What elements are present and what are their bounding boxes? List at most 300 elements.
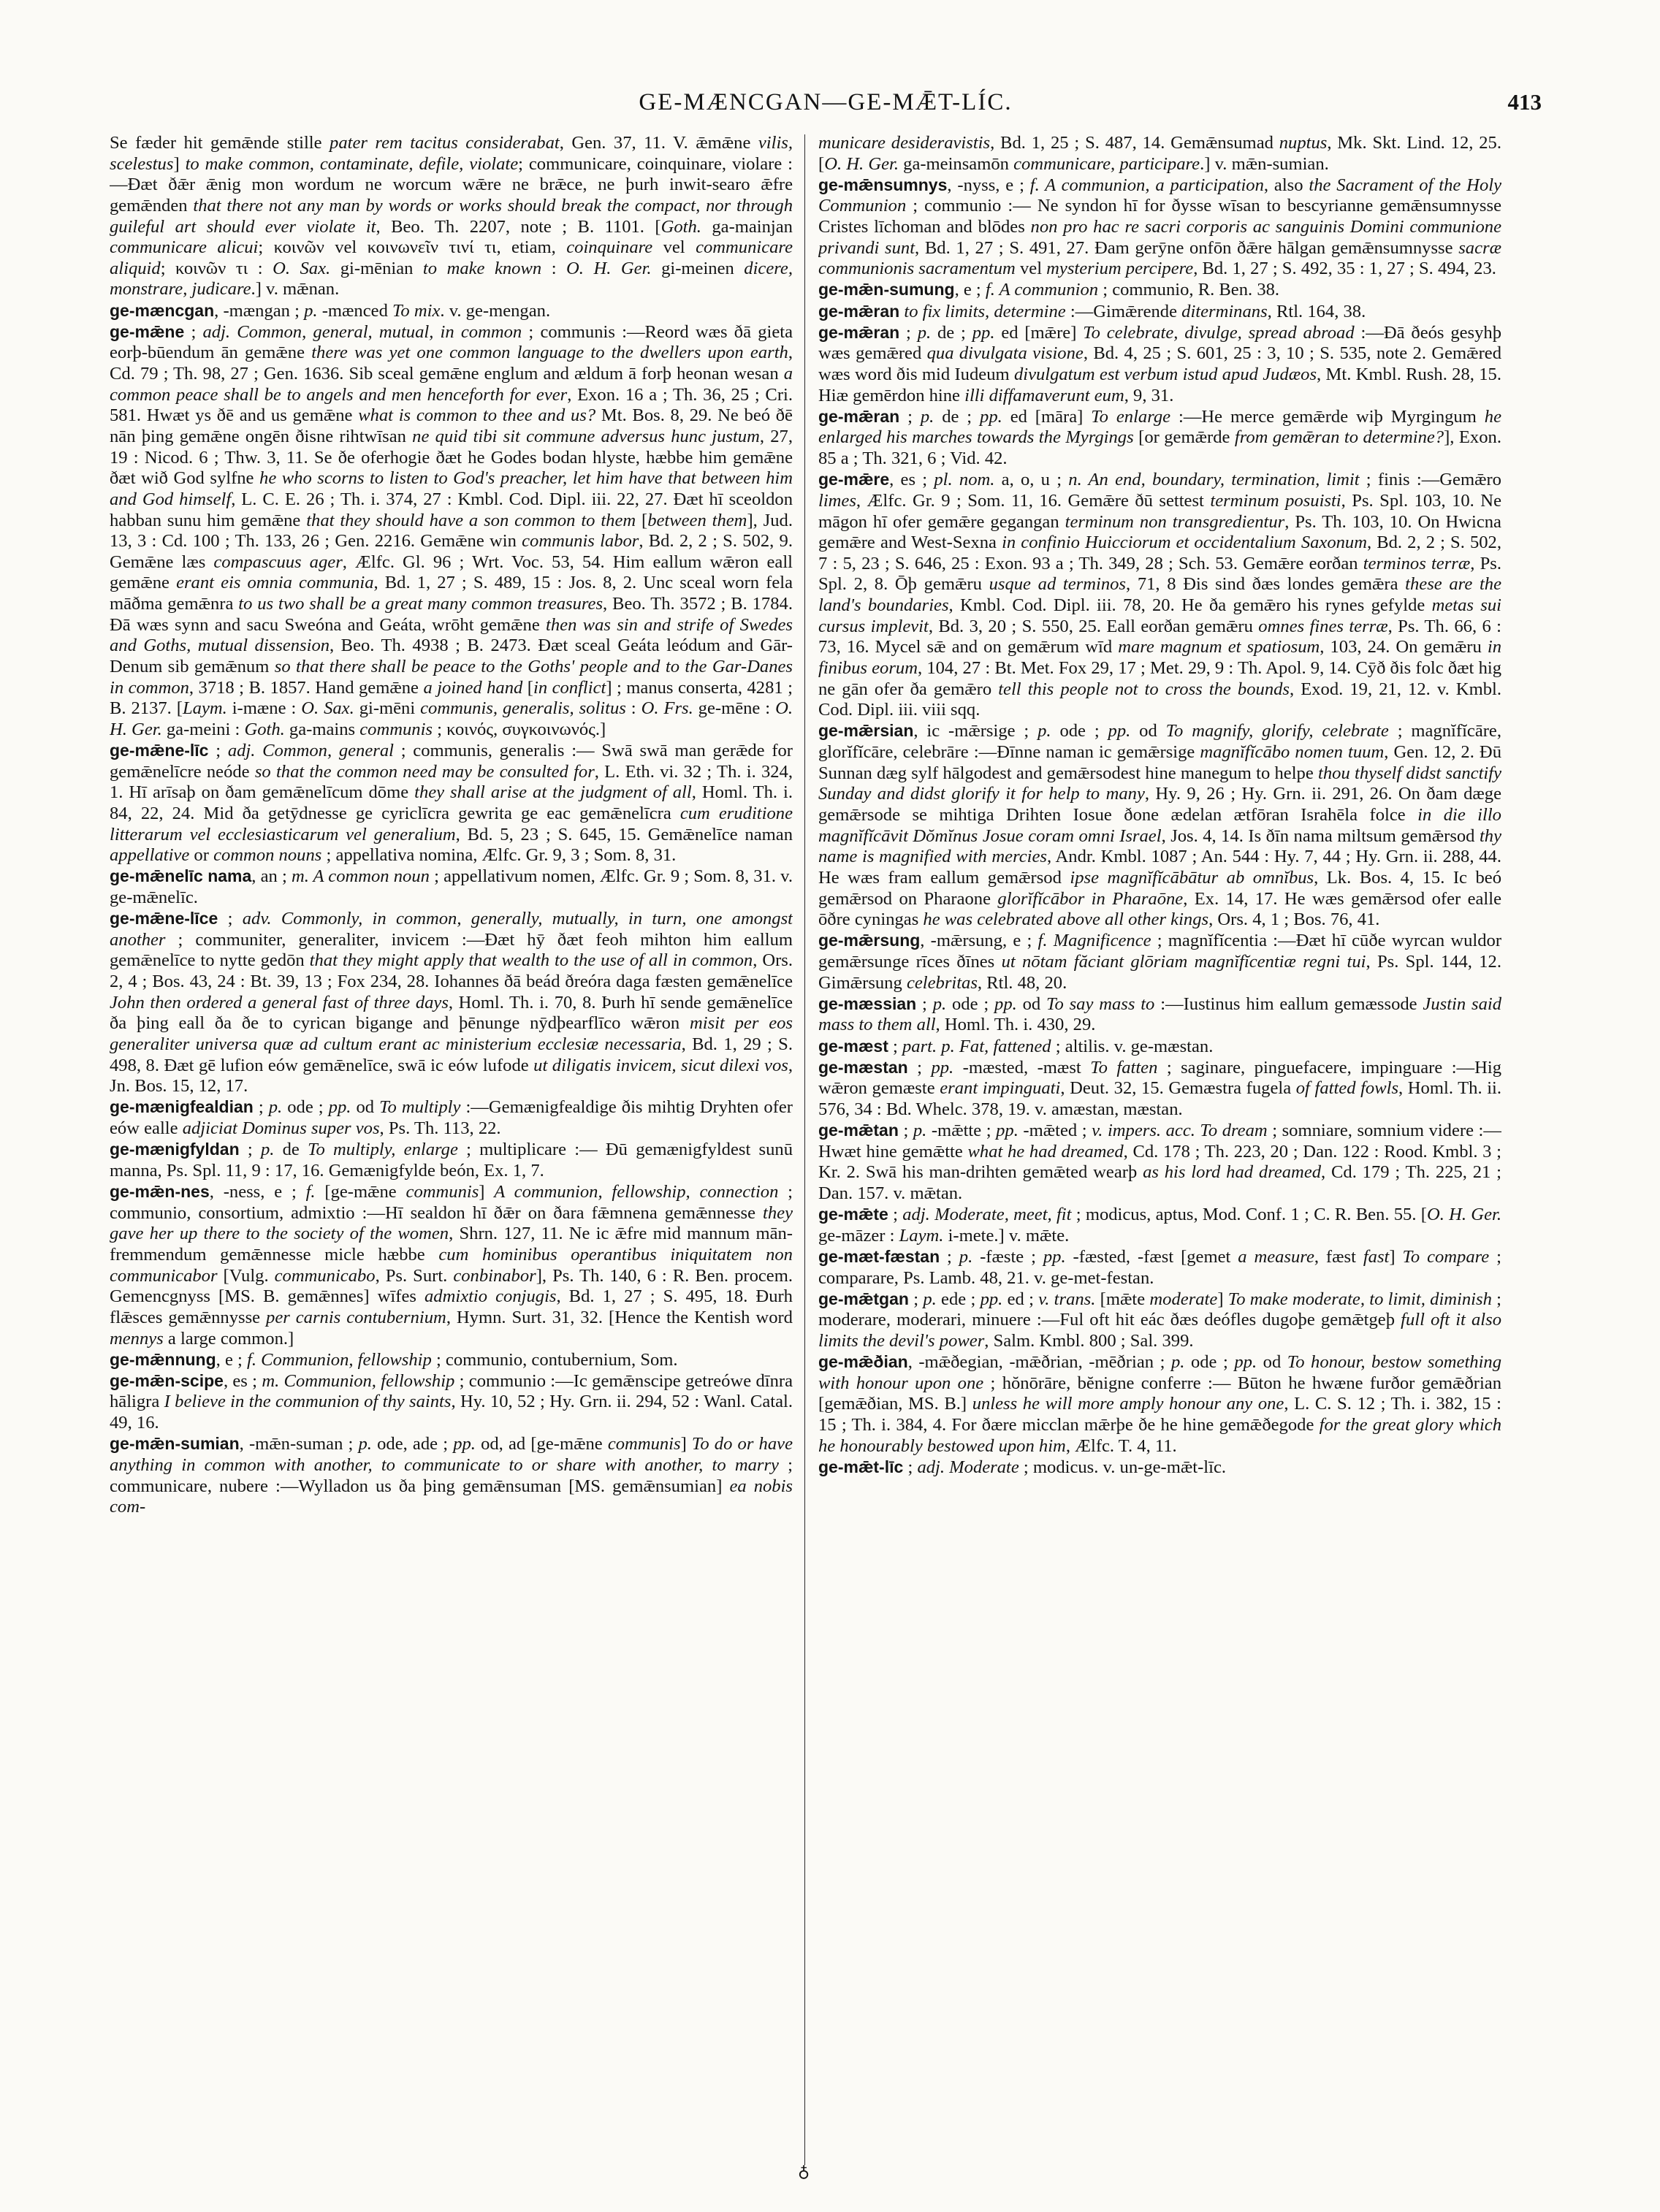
headword: ge-mǣran bbox=[818, 301, 900, 321]
dictionary-entry bbox=[818, 302, 1501, 323]
dictionary-entry bbox=[818, 1058, 1501, 1121]
italic-text: pp. bbox=[972, 322, 995, 343]
entry-text: ; communio, consortium, admixtio :—Hī sealdon hī ðǣr on ðara fǣmnena gemǣnnesse bbox=[110, 1182, 793, 1223]
column-rule-ornament: ♁ bbox=[798, 2162, 810, 2181]
entry-text: :—Ðā ðeós gesyhþ wæs gemǣred bbox=[818, 322, 1501, 364]
italic-text: fast bbox=[1363, 1246, 1390, 1267]
right-column bbox=[818, 133, 1501, 2171]
italic-text: cum hominibus operantibus iniquitatem non communicabor bbox=[110, 1244, 793, 1286]
entry-text: , 104, 27 : Bt. Met. Fox 29, 17 ; Met. 29, 9 : Th. Apol. 9, 14. Cȳð ðis folc ðæt hig ne gān ofer ða gemǣro bbox=[818, 658, 1501, 699]
entry-text: ga-meini : bbox=[161, 719, 245, 739]
dictionary-entry bbox=[110, 1097, 793, 1139]
italic-text: f. A communion, a participation bbox=[1029, 175, 1264, 195]
italic-text: between them bbox=[647, 510, 747, 530]
italic-text: p. bbox=[932, 994, 947, 1014]
entry-text: ; bbox=[899, 322, 918, 343]
italic-text: moderate bbox=[1149, 1289, 1218, 1309]
italic-text: misit per eos generaliter universa quæ ad cultum erant ac ministerium ecclesiæ necessaria bbox=[110, 1013, 793, 1055]
italic-text: nuptus bbox=[1279, 133, 1328, 153]
entry-text: Mt. Bos. 8, 29. Ne beó ðē nān þing gemǣne ongēn ðisne rihtwīsan bbox=[110, 405, 793, 446]
entry-text: ] bbox=[1217, 1289, 1228, 1309]
italic-text: To make moderate, to limit, diminish bbox=[1227, 1289, 1492, 1309]
entry-text: ; κοινῶν τι : bbox=[160, 258, 273, 278]
entry-text: , Salm. Kmbl. 800 ; Sal. 399. bbox=[984, 1331, 1194, 1351]
entry-text: , Ps. Spl. 2, 8. Ōþ gemǣru bbox=[818, 553, 1501, 595]
entry-text: ] bbox=[173, 153, 186, 174]
dictionary-entry bbox=[110, 741, 793, 866]
italic-text: f. A communion bbox=[985, 280, 1099, 300]
italic-text: as his lord had dreamed bbox=[1143, 1162, 1322, 1183]
entry-text: ] ; manus conserta, 4281 ; B. 2137. [ bbox=[110, 677, 793, 719]
headword: ge-mǣðian bbox=[818, 1352, 908, 1372]
entry-text: od, ad [ge-mǣne bbox=[475, 1434, 608, 1454]
italic-text: To celebrate, divulge, spread abroad bbox=[1083, 322, 1355, 343]
entry-text: ; communicare, coinquinare, violare :—Ðæt ðǣr ǣnig mon wordum ne worcum wǣre ne brǣce, ne þurh inwit-searo ǣfre gemǣnden bbox=[110, 153, 793, 216]
entry-text: gi-meinen bbox=[651, 258, 745, 278]
headword: ge-mǣran bbox=[818, 322, 900, 342]
entry-text: -fæsted, -fæst [gemet bbox=[1065, 1246, 1238, 1267]
italic-text: p. bbox=[260, 1140, 275, 1160]
entry-text: , Mk. Skt. Lind. 12, 25. [ bbox=[818, 133, 1501, 174]
entry-text: ; comparare, Ps. Lamb. 48, 21. v. ge-met-festan. bbox=[818, 1246, 1501, 1288]
italic-text: omnes fines terræ bbox=[1258, 616, 1388, 636]
italic-text: so that the common need may be consulted for bbox=[254, 761, 595, 782]
entry-text: , -mængan ; bbox=[214, 300, 305, 321]
entry-text: de ; bbox=[934, 406, 981, 427]
entry-text: , Exod. 19, 21, 12. v. Kmbl. Cod. Dipl. iii. viii sqq. bbox=[818, 679, 1501, 720]
italic-text: p. bbox=[1038, 721, 1051, 741]
italic-text: adj. Moderate, meet, fit bbox=[902, 1205, 1072, 1225]
italic-text: pp. bbox=[996, 1121, 1019, 1141]
entry-text: , Hy. 10, 52 ; Hy. Grn. ii. 294, 52 : Wanl. Catal. 49, 16. bbox=[110, 1392, 793, 1433]
entry-text: ; bbox=[940, 1246, 959, 1267]
headword: ge-mæt-fæstan bbox=[818, 1246, 940, 1266]
entry-text: , Mt. Kmbl. Rush. 28, 15. Hiæ gemērdon hine bbox=[818, 365, 1501, 405]
italic-text: pp. bbox=[453, 1434, 476, 1454]
italic-text: in die illo magnĭfĭcāvit Dŏmĭnus Josue coram omni Israel bbox=[818, 805, 1501, 846]
headword: ge-mǣn-sumian bbox=[110, 1434, 240, 1454]
italic-text: To enlarge bbox=[1091, 406, 1171, 427]
entry-text: ; somniare, somnium videre :—Hwæt hine gemǣtte bbox=[818, 1121, 1501, 1162]
entry-text: , Ps. Th. 113, 22. bbox=[379, 1118, 501, 1139]
entry-text: ode, ade ; bbox=[371, 1434, 454, 1454]
dictionary-entry bbox=[110, 301, 793, 322]
entry-text: [or gemǣrde bbox=[1133, 427, 1235, 448]
entry-text: ; communio, R. Ben. 38. bbox=[1098, 280, 1280, 300]
italic-text: divulgatum est verbum istud apud Judæos bbox=[1013, 365, 1317, 385]
entry-text: i-mæne : bbox=[226, 698, 302, 719]
page-number: 413 bbox=[1507, 89, 1542, 115]
entry-text: , Homl. Th. i. 84, 22, 24. Mid ða getȳdnesse ge cyriclīcra gewrita ge eac gemǣnelīcra bbox=[110, 782, 793, 823]
entry-text: , Beo. Th. 4938 ; B. 2473. Ðæt sceal Geáta leódum and Gār-Denum sib gemǣnum bbox=[110, 636, 793, 677]
entry-text: vel bbox=[1015, 259, 1047, 279]
entry-text: , 27, 19 : Nicod. 6 ; Thw. 3, 11. Se ðe oferhogie ðæt he Godes bodan hlyste, hæbbe him gemǣne ðæt wið God sylfne bbox=[110, 426, 793, 489]
italic-text: To do or have anything in common with another, to communicate to or share with another, to marry bbox=[110, 1434, 793, 1475]
entry-text: :—Gimǣrende bbox=[1065, 301, 1182, 321]
italic-text: To compare bbox=[1402, 1246, 1490, 1267]
entry-text: , es ; bbox=[889, 470, 934, 490]
entry-text: vel bbox=[652, 237, 696, 258]
entry-text: ga-mainjan bbox=[701, 216, 793, 237]
entry-text: , 3718 ; B. 1857. Hand gemǣne bbox=[189, 677, 424, 698]
entry-text: , Bd. 1, 25 ; S. 487, 14. Gemǣnsumad bbox=[990, 133, 1279, 153]
entry-text: ; communis :—Reord wæs ðā gieta eorþ-būendum ān gemǣne bbox=[110, 321, 793, 363]
entry-text: , Rtl. 164, 38. bbox=[1267, 301, 1366, 321]
italic-text: these are the land's boundaries bbox=[818, 574, 1501, 616]
entry-text: ode ; bbox=[946, 994, 995, 1014]
italic-text: pp. bbox=[328, 1097, 351, 1118]
italic-text: O. H. Ger. bbox=[824, 153, 899, 174]
italic-text: Justin said mass to them all bbox=[818, 994, 1501, 1035]
entry-text: , -nyss, e ; bbox=[947, 175, 1030, 195]
entry-text: , L. Eth. vi. 32 ; Th. i. 324, 1. Hī arīsaþ on ðam gemǣnelīcum dōme bbox=[110, 761, 793, 803]
entry-text: , Homl. Th. i. 430, 29. bbox=[935, 1015, 1096, 1035]
entry-text: [ bbox=[636, 510, 648, 530]
italic-text: they gave her up there to the society of the women bbox=[110, 1202, 793, 1244]
headword: ge-mæstan bbox=[818, 1057, 908, 1077]
entry-text: , Beo. Th. 2207, note ; B. 1101. [ bbox=[376, 216, 661, 237]
italic-text: that they might apply that wealth to the use of all in common bbox=[309, 950, 753, 971]
italic-text: terminum non transgredientur bbox=[1065, 511, 1285, 532]
italic-text: O. H. Ger. bbox=[110, 698, 793, 739]
italic-text: pp. bbox=[980, 1289, 1003, 1309]
italic-text: thou thyself didst sanctify Sunday and didst glorify it for help to many bbox=[818, 763, 1501, 804]
entry-text: , Homl. Th. i. 70, 8. Þurh hī sende gemǣnelīce ða þing eall ða ðe to cyrican bigange and þēnunge nȳdþearflīco wǣron bbox=[110, 992, 793, 1034]
entry-text: [ge-mǣne bbox=[315, 1182, 406, 1202]
italic-text: To fatten bbox=[1090, 1057, 1158, 1078]
italic-text: unless he will more amply honour any one bbox=[972, 1394, 1284, 1414]
dictionary-entry bbox=[110, 322, 793, 741]
entry-text: , L. C. S. 12 ; Th. i. 382, 15 : 15 ; Th. i. 384, 4. For ðære micclan mǣrþe ðe he hine gemǣðegode bbox=[818, 1394, 1501, 1435]
headword: ge-mǣn-sumung bbox=[818, 280, 955, 300]
italic-text: he was celebrated above all other kings bbox=[923, 909, 1209, 930]
entry-text: ; bbox=[239, 1140, 261, 1160]
italic-text: sacræ communionis sacramentum bbox=[818, 237, 1501, 279]
italic-text: common nouns bbox=[213, 845, 322, 866]
dictionary-entry bbox=[110, 1434, 793, 1518]
entry-text: , Ælfc. Gl. 96 ; Wrt. Voc. 53, 54. Him eallum wǣron eall gemǣne bbox=[110, 552, 793, 593]
entry-text: , -ness, e ; bbox=[209, 1182, 306, 1202]
italic-text: there was yet one common language to the dwellers upon earth bbox=[311, 343, 788, 363]
entry-text: , Ps. Spl. 144, 12. Gimǣrsung bbox=[818, 951, 1501, 993]
column-rule bbox=[804, 134, 805, 2165]
italic-text: Laym. bbox=[899, 1225, 944, 1246]
entry-text: ], Ps. Th. 140, 6 : R. Ben. procem. Gemencgnyss [MS. B. gemǣnnes] wīfes bbox=[110, 1265, 793, 1307]
italic-text: f. bbox=[305, 1182, 316, 1202]
dictionary-entry bbox=[818, 994, 1501, 1036]
entry-text: ga-mains bbox=[284, 719, 360, 739]
headword: ge-mǣn-scipe bbox=[110, 1370, 224, 1390]
headword: ge-mæssian bbox=[818, 994, 917, 1013]
italic-text: communicabo bbox=[274, 1265, 376, 1286]
italic-text: appellative bbox=[110, 845, 190, 866]
dictionary-entry bbox=[818, 931, 1501, 994]
italic-text: they shall arise at the judgment of all bbox=[414, 782, 692, 803]
italic-text: what he had dreamed bbox=[967, 1141, 1124, 1162]
italic-text: communicare alicui bbox=[110, 237, 259, 258]
entry-text: , Ors. 2, 4 ; Bos. 43, 24 : Bt. 39, 13 ; Fox 234, 28. Iohannes ðā beád ðreóra daga fæsten gemǣnelīce bbox=[110, 950, 793, 992]
italic-text: communis bbox=[406, 1182, 479, 1202]
dictionary-entry bbox=[818, 133, 1501, 175]
entry-text: : bbox=[625, 698, 641, 719]
italic-text: qua divulgata visione bbox=[926, 343, 1084, 364]
entry-text: ; modicus. v. un-ge-mǣt-līc. bbox=[1019, 1457, 1227, 1477]
italic-text: ipse magnĭfĭcābātur ab omnĭbus bbox=[1070, 867, 1314, 888]
italic-text: from gemǣran to determine? bbox=[1234, 427, 1444, 448]
italic-text: To say mass to bbox=[1046, 994, 1155, 1014]
italic-text: adjiciat Dominus super vos bbox=[182, 1118, 380, 1139]
entry-text: ; magnĭfĭcāre, glorĭfĭcāre, celebrāre :—Ðīnne naman ic gemǣrsige bbox=[818, 721, 1501, 763]
entry-text: -mænced bbox=[317, 300, 393, 321]
entry-text: , 71, 8 Ðis sind ðæs londes gemǣra bbox=[1126, 574, 1406, 595]
italic-text: a measure bbox=[1238, 1246, 1314, 1267]
italic-text: what is common to thee and us? bbox=[358, 405, 596, 426]
italic-text: communis, generalis, solitus bbox=[420, 698, 626, 719]
italic-text: adv. Commonly, in common, generally, mutually, in turn, one amongst another bbox=[110, 909, 793, 950]
entry-text: , Exon. 16 a ; Th. 36, 25 ; Cri. 581. Hwæt ys ðē and us gemǣne bbox=[110, 384, 793, 426]
entry-text: :—Iustinus him eallum gemæssode bbox=[1154, 994, 1423, 1014]
entry-text: ; appellativum nomen, Ælfc. Gr. 9 ; Som. 8, 31. v. ge-mǣnelīc. bbox=[110, 866, 793, 908]
headword: ge-mæncgan bbox=[110, 300, 215, 320]
italic-text: adj. Moderate bbox=[917, 1457, 1019, 1477]
italic-text: p. bbox=[923, 1289, 937, 1309]
italic-text: metas sui cursus implevit bbox=[818, 595, 1501, 636]
italic-text: v. trans. bbox=[1038, 1289, 1096, 1309]
entry-text: , Bd. 1, 27 ; S. 489, 15 : Jos. 8, 2. Unc sceal worn fela māðma gemǣnra bbox=[110, 573, 793, 614]
italic-text: p. bbox=[304, 300, 318, 321]
entry-text: , Shrn. 127, 11. Ne ic ǣfre mid mannum mān-fremmendum gemǣnnesse micle hæbbe bbox=[110, 1224, 793, 1265]
italic-text: full oft it also limits the devil's power bbox=[818, 1310, 1501, 1351]
entry-text: , Gen. 12, 2. Ðū Sunnan dæg sylf hālgodest and gemǣrsodest hine manegum to helpe bbox=[818, 742, 1501, 783]
entry-text: , Ps. Spl. 103, 10. Ne māgon hī ofer gemǣre gegangan bbox=[818, 490, 1501, 532]
entry-text: , Beo. Th. 3572 ; B. 1784. Ðā wæs synn and sacu Sweóna and Geáta, wrōht gemǣne bbox=[110, 594, 793, 635]
entry-text: od bbox=[1257, 1352, 1287, 1373]
entry-text: ; bbox=[218, 909, 243, 929]
entry-text: . v. ge-mengan. bbox=[440, 300, 551, 321]
entry-text: ], Jud. 13, 3 : Cd. 100 ; Th. 133, 26 ; Gen. 2216. Gemǣne win bbox=[110, 510, 793, 552]
page-header bbox=[110, 89, 1542, 126]
italic-text: terminum posuisti bbox=[1210, 490, 1341, 511]
italic-text: communis bbox=[359, 719, 433, 739]
entry-text: a, o, u ; bbox=[994, 470, 1069, 490]
headword: ge-mǣrsung bbox=[818, 931, 921, 950]
dictionary-entry bbox=[818, 407, 1501, 470]
entry-text: ; bbox=[899, 406, 921, 427]
entry-text: ; bbox=[184, 321, 203, 342]
italic-text: to make common, contaminate, defile, violate bbox=[185, 153, 519, 174]
entry-text: ; communio :—Ic gemǣnscipe getreówe dīnra hāligra bbox=[110, 1370, 793, 1412]
entry-text: de ; bbox=[931, 322, 972, 343]
entry-text: ; communiter, generaliter, invicem :—Ðæt hȳ ðæt feoh mihton him eallum gemǣnelīce to nytte gedōn bbox=[110, 929, 793, 971]
entry-text: , Rtl. 48, 20. bbox=[977, 972, 1067, 993]
entry-text: , -mǣðegian, -mǣðrian, -mēðrian ; bbox=[907, 1352, 1171, 1373]
italic-text: v. impers. acc. To dream bbox=[1092, 1121, 1268, 1141]
italic-text: vilis, scelestus bbox=[110, 133, 793, 174]
dictionary-entry bbox=[818, 175, 1501, 280]
italic-text: I believe in the communion of thy saints bbox=[164, 1392, 452, 1412]
entry-text: ; communis, generalis :— Swā swā man gerǣde for gemǣnelīcre neóde bbox=[110, 741, 793, 782]
italic-text: O. H. Ger. bbox=[1426, 1205, 1501, 1225]
italic-text: of fatted fowls bbox=[1295, 1078, 1399, 1099]
italic-text: in conflict bbox=[533, 677, 606, 698]
italic-text: ea nobis com- bbox=[110, 1476, 793, 1517]
entry-text: ode ; bbox=[1184, 1352, 1235, 1373]
italic-text: To honour, bestow something with honour upon one bbox=[818, 1352, 1501, 1393]
italic-text: erant eis omnia communia bbox=[176, 573, 374, 593]
entry-text: , Bd. 4, 25 ; S. 601, 25 : 3, 10 ; S. 535, note 2. Gemǣred wæs word ðis mid Iudeum bbox=[818, 343, 1501, 385]
italic-text: mennys bbox=[110, 1328, 164, 1349]
italic-text: ne quid tibi sit commune adversus hunc justum bbox=[412, 426, 760, 446]
dictionary-entry bbox=[110, 866, 793, 908]
entry-text: , Cd. 79 ; Th. 98, 27 ; Gen. 1636. Sib sceal gemǣne englum and ældum ā forþ heonan wesan bbox=[110, 343, 793, 384]
italic-text: p. bbox=[959, 1246, 973, 1267]
italic-text: adj. Common, general bbox=[227, 741, 394, 761]
italic-text: compascuus ager bbox=[213, 552, 343, 572]
italic-text: for the great glory which he honourably bestowed upon him bbox=[818, 1415, 1501, 1456]
italic-text: John then ordered a general fast of three days bbox=[110, 992, 449, 1012]
italic-text: cum eruditione litterarum vel ecclesiasticarum vel generalium bbox=[110, 804, 793, 844]
entry-text: .] v. mǣn-sumian. bbox=[1200, 153, 1329, 174]
entry-text: ; communio, contubernium, Som. bbox=[431, 1349, 678, 1370]
entry-text: , 103, 24. On gemǣru bbox=[1320, 637, 1488, 657]
entry-text: , Hymn. Surt. 31, 32. [Hence the Kentish word bbox=[446, 1307, 793, 1327]
entry-text: ; moderare, moderari, minuere :—Ful oft hit eác ðæs deófles dugoþe gemǣtgeþ bbox=[818, 1289, 1501, 1330]
entry-text: or bbox=[189, 845, 214, 866]
dictionary-entry bbox=[818, 323, 1501, 407]
entry-text: ge-māzer : bbox=[818, 1225, 899, 1246]
italic-text: diterminans bbox=[1181, 301, 1268, 321]
entry-text: -mæsted, -mæst bbox=[953, 1057, 1091, 1078]
entry-text: ; bbox=[903, 1457, 918, 1477]
entry-text: , Ælfc. T. 4, 11. bbox=[1065, 1435, 1177, 1456]
dictionary-entry bbox=[110, 909, 793, 1097]
dictionary-entry bbox=[818, 1247, 1501, 1289]
italic-text: illi diffamaverunt eum bbox=[964, 385, 1124, 405]
entry-text: : bbox=[541, 258, 567, 278]
headword: ge-mænigfyldan bbox=[110, 1140, 240, 1159]
italic-text: pp. bbox=[1108, 721, 1131, 741]
entry-text: , e ; bbox=[954, 280, 986, 300]
entry-text: ; bbox=[253, 1097, 269, 1118]
italic-text: mare magnum et spatiosum bbox=[1118, 637, 1320, 657]
entry-text: ; bbox=[888, 1036, 902, 1056]
headword: ge-mǣte bbox=[818, 1205, 888, 1224]
entry-text: , Jos. 4, 14. Is ðīn nama miltsum gemǣrsod bbox=[1161, 825, 1480, 846]
entry-text: ] bbox=[479, 1182, 495, 1202]
italic-text: to us two shall be a great many common treasures bbox=[238, 594, 604, 614]
italic-text: O. H. Ger. bbox=[566, 258, 652, 278]
headword: ge-mǣn-nes bbox=[110, 1182, 210, 1202]
italic-text: per carnis contubernium bbox=[266, 1307, 446, 1327]
entry-text: ], Exon. 85 a ; Th. 321, 6 ; Vid. 42. bbox=[818, 427, 1501, 469]
entry-text: ] bbox=[1389, 1246, 1403, 1267]
italic-text: terminos terræ bbox=[1363, 553, 1471, 573]
entry-text: -mǣtte ; bbox=[926, 1121, 997, 1141]
entry-text: , Bd. 2, 2 ; S. 502, 7 : 5, 23 ; S. 646, 25 : Exon. 93 a ; Th. 349, 28 ; Sch. 53. Gemǣre eorðan bbox=[818, 533, 1501, 573]
entry-text: , Cd. 178 ; Th. 223, 20 ; Dan. 122 : Rood. Kmbl. 3 ; Kr. 2. Swā his man-drihten gemǣted wearþ bbox=[818, 1141, 1501, 1183]
italic-text: f. Magnificence bbox=[1038, 931, 1151, 951]
entry-text: , fæst bbox=[1314, 1246, 1363, 1267]
italic-text: dicere, monstrare, judicare bbox=[110, 258, 793, 300]
italic-text: communicare aliquid bbox=[110, 237, 793, 278]
entry-text: ed ; bbox=[1002, 1289, 1039, 1309]
entry-text: :—Gemænigfealdige ðis mihtig Dryhten ofer eów ealle bbox=[110, 1097, 793, 1139]
dictionary-entry bbox=[818, 1121, 1501, 1205]
italic-text: municare desideravistis bbox=[818, 133, 991, 153]
entry-text: , Homl. Th. ii. 576, 34 : Bd. Whelc. 378, 19. v. amæstan, mæstan. bbox=[818, 1078, 1501, 1119]
italic-text: ut nōtam făciant glōriam magnĭfĭcentiæ regni tui bbox=[1001, 951, 1366, 972]
italic-text: ut diligatis invicem, sicut dilexi vos bbox=[533, 1055, 788, 1075]
entry-text: , Ex. 14, 17. He wæs gemǣrsod ofer ealle ōðre cyningas bbox=[818, 888, 1501, 930]
entry-text: , Bd. 1, 27 ; S. 495, 18. Ðurh flǣsces gemǣnnysse bbox=[110, 1286, 793, 1327]
italic-text: p. bbox=[1170, 1352, 1185, 1373]
entry-text: ] bbox=[680, 1434, 692, 1454]
headword: ge-mǣran bbox=[818, 406, 900, 426]
dictionary-entry bbox=[818, 1205, 1501, 1246]
entry-text: , Andr. Kmbl. 1087 ; An. 544 : Hy. 7, 44 ; Hy. Grn. ii. 288, 44. He wæs fram eallum gemǣrsod bbox=[818, 847, 1501, 888]
dictionary-entry bbox=[110, 1182, 793, 1349]
entry-text: , -mǣn-suman ; bbox=[239, 1434, 359, 1454]
entry-text: ; appellativa nomina, Ælfc. Gr. 9, 3 ; Som. 8, 31. bbox=[321, 845, 677, 866]
italic-text: pp. bbox=[980, 406, 1002, 427]
entry-text: , also bbox=[1263, 175, 1309, 195]
entry-text: ; communicare, nubere :—Wylladon us ða þing gemǣnsuman [MS. gemǣnsumian] bbox=[110, 1454, 793, 1496]
headword: ge-mæst bbox=[818, 1036, 888, 1056]
entry-text: , Kmbl. Cod. Dipl. iii. 78, 20. He ða gemǣro his rynes gefylde bbox=[948, 595, 1432, 616]
headword: ge-mǣtan bbox=[818, 1121, 899, 1140]
left-column bbox=[110, 133, 793, 2171]
headword: ge-mǣne-līce bbox=[110, 909, 218, 928]
italic-text: m. A common noun bbox=[291, 866, 430, 887]
italic-text: admixtio conjugis bbox=[424, 1286, 557, 1307]
italic-text: Laym. bbox=[182, 698, 227, 719]
headword: ge-mǣt-līc bbox=[818, 1457, 904, 1476]
entry-text: , 9, 31. bbox=[1124, 385, 1174, 405]
italic-text: f. Communion, fellowship bbox=[247, 1349, 432, 1370]
italic-text: he who scorns to listen to God's preacher, let him have that between him and God himself bbox=[110, 468, 793, 509]
italic-text: usque ad terminos bbox=[989, 574, 1126, 595]
entry-text: , Ps. Surt. bbox=[375, 1265, 454, 1286]
italic-text: communicare, participare bbox=[1013, 153, 1200, 174]
entry-text: , Cd. 179 ; Th. 225, 21 ; Dan. 157. v. mǣtan. bbox=[818, 1162, 1501, 1204]
entry-text: ; modicus, aptus, Mod. Conf. 1 ; C. R. Ben. 55. [ bbox=[1071, 1205, 1427, 1225]
headword: ge-mænigfealdian bbox=[110, 1097, 254, 1117]
entry-text: , Ælfc. Gr. 9 ; Som. 11, 16. Gemǣre ðū settest bbox=[856, 490, 1211, 511]
italic-text: To multiply, enlarge bbox=[308, 1140, 458, 1160]
italic-text: pater rem tacitus considerabat bbox=[330, 133, 560, 153]
entry-text: ; saginare, pinguefacere, impinguare :—Hig wǣron gemæste bbox=[818, 1057, 1501, 1099]
running-head: GE-MÆNCGAN—GE-MǢT-LÍC. bbox=[639, 89, 1013, 115]
entry-text: , -mǣrsung, e ; bbox=[920, 931, 1038, 951]
italic-text: pp. bbox=[994, 994, 1017, 1014]
entry-text: , e ; bbox=[216, 1349, 247, 1370]
entry-text: Se fæder hit gemǣnde stille bbox=[110, 133, 330, 153]
entry-text: , Ps. Th. 103, 10. On Hwicna gemǣre and West-Sexna bbox=[818, 511, 1501, 553]
headword: ge-mǣnnung bbox=[110, 1349, 216, 1369]
entry-text: ode ; bbox=[1051, 721, 1108, 741]
entry-text: ; bbox=[898, 1121, 913, 1141]
italic-text: that there not any man by words or works should break the compact, nor through guileful art should ever violate it bbox=[110, 195, 793, 237]
dictionary-entry bbox=[110, 133, 793, 300]
entry-text: , Bd. 1, 27 ; S. 491, 27. Ðam gerȳne onfōn ðǣre hālgan gemǣnsumnysse bbox=[915, 237, 1459, 258]
entry-text: , Bd. 3, 20 ; S. 550, 25. Eall eorðan gemǣru bbox=[928, 616, 1259, 636]
entry-text: ; multiplicare :— Ðū gemænigfyldest sunū manna, Ps. Spl. 11, 9 : 17, 16. Gemænigfylde beón, Ex. 1, 7. bbox=[110, 1140, 793, 1181]
italic-text: the Sacrament of the Holy Communion bbox=[818, 175, 1501, 216]
italic-text: Goth. bbox=[660, 216, 701, 237]
entry-text: , Lk. Bos. 4, 15. Ic beó gemǣrsod on Pharaone bbox=[818, 867, 1501, 909]
italic-text: pl. nom. bbox=[934, 470, 995, 490]
entry-text: -fæste ; bbox=[972, 1246, 1043, 1267]
